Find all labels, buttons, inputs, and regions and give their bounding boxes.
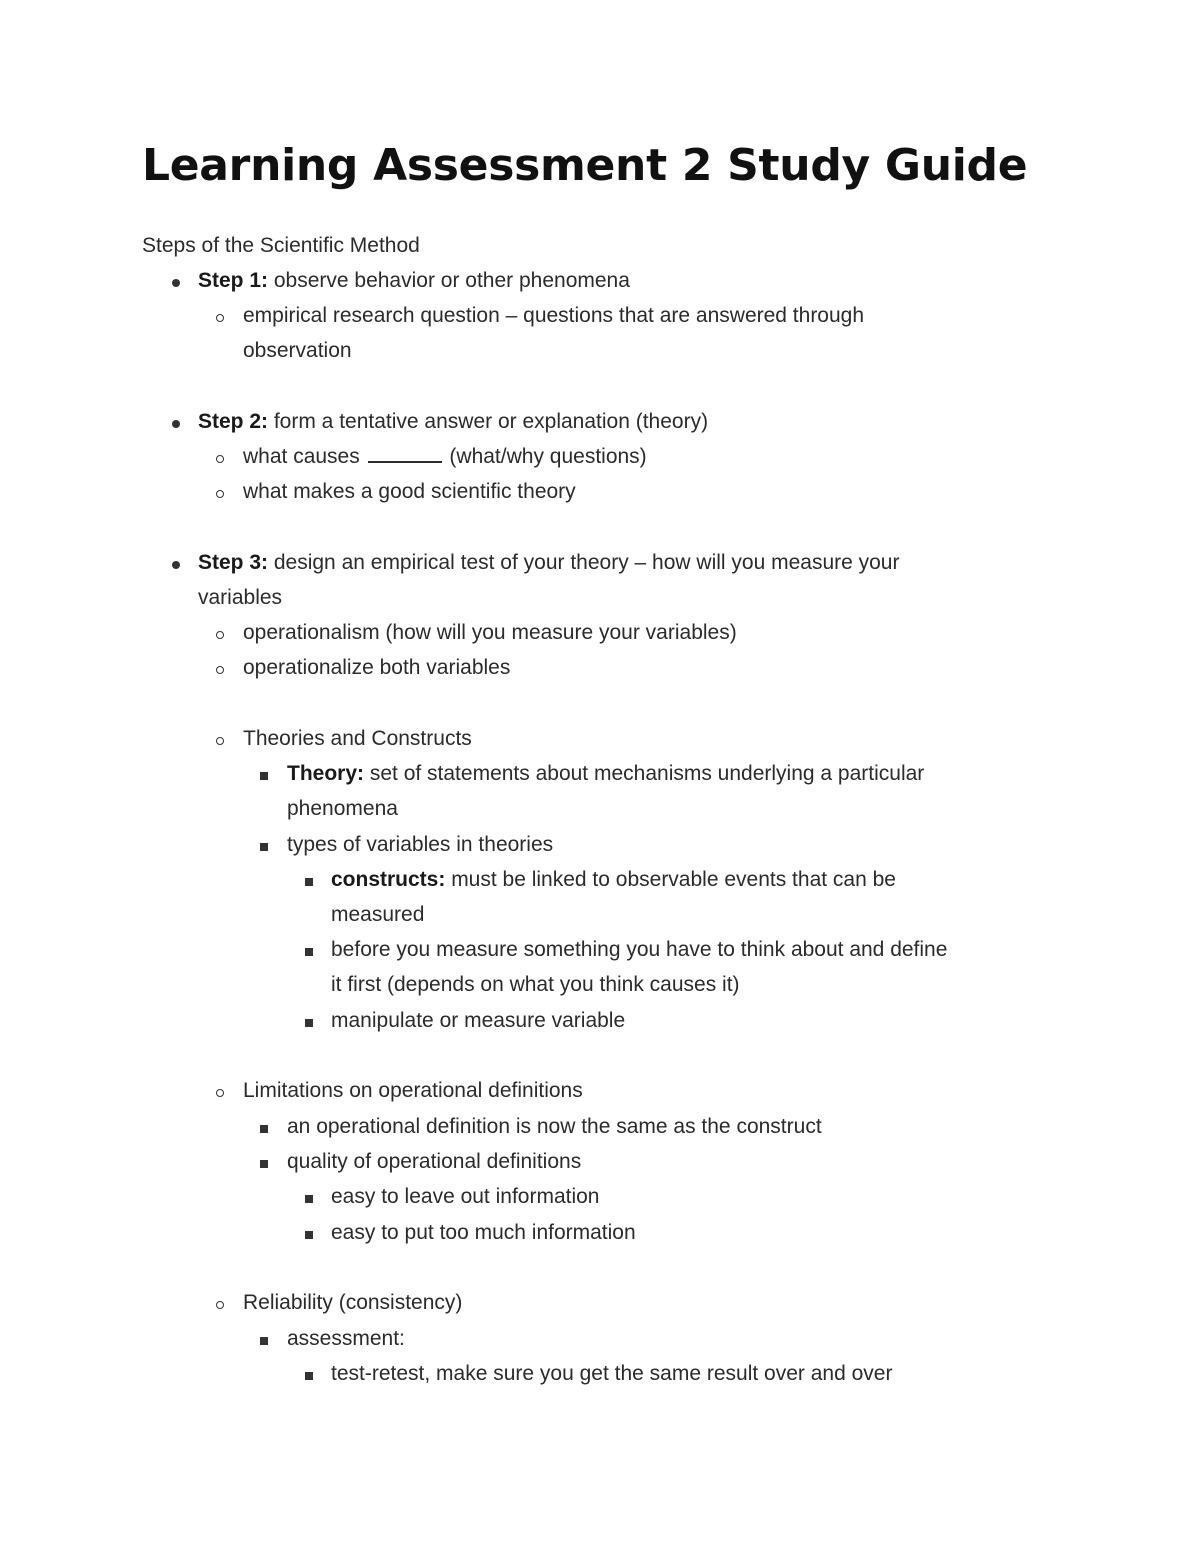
square-bullet-icon [260, 843, 268, 851]
list-item-limitations: Limitations on operational definitions [243, 1079, 583, 1102]
list-item-reliability: Reliability (consistency) [243, 1291, 463, 1314]
theory-text: set of statements about mechanisms underlying a particular [364, 762, 925, 785]
square-bullet-icon [260, 772, 268, 780]
list-item-before-measure-line-2: it first (depends on what you think causes it) [331, 973, 740, 996]
list-item-assessment: assessment: [287, 1327, 405, 1350]
what-why-text: (what/why questions) [443, 445, 647, 468]
list-item-empirical-question-line-2: observation [243, 339, 352, 362]
list-item-operationalism: operationalism (how will you measure your variables) [243, 621, 737, 644]
constructs-text: must be linked to observable events that can be [445, 868, 896, 891]
list-item-theories-constructs: Theories and Constructs [243, 727, 472, 750]
list-item-operationalize: operationalize both variables [243, 656, 511, 679]
theory-label: Theory: [287, 762, 365, 785]
list-item-step-1 [198, 266, 630, 296]
square-bullet-icon [305, 1195, 313, 1203]
list-item-test-retest: test-retest, make sure you get the same result over and over [331, 1362, 893, 1385]
square-bullet-icon [260, 1337, 268, 1345]
list-item-theory-line-1 [287, 759, 924, 789]
fill-in-blank-line [368, 461, 442, 463]
list-item-operational-definition-same: an operational definition is now the same as the construct [287, 1115, 822, 1138]
list-item-types-of-variables: types of variables in theories [287, 833, 554, 856]
list-item-empirical-question-line-1: empirical research question – questions that are answered through [243, 304, 865, 327]
constructs-label: constructs: [331, 868, 446, 891]
list-item-leave-out-info: easy to leave out information [331, 1185, 600, 1208]
list-item-step-3-line-1 [198, 548, 899, 578]
list-item-step-3-line-2: variables [198, 586, 283, 609]
disc-bullet-icon [172, 561, 180, 569]
circle-bullet-icon [216, 666, 224, 674]
circle-bullet-icon [216, 314, 224, 322]
step-3-label: Step 3: [198, 551, 269, 574]
square-bullet-icon [305, 1231, 313, 1239]
circle-bullet-icon [216, 490, 224, 498]
list-item-step-2 [198, 407, 708, 437]
list-item-theory-line-2: phenomena [287, 797, 398, 820]
step-2-label: Step 2: [198, 410, 269, 433]
list-item-constructs-line-1 [331, 865, 896, 895]
what-causes-text: what causes [243, 445, 366, 468]
list-item-good-theory: what makes a good scientific theory [243, 480, 576, 503]
square-bullet-icon [305, 1372, 313, 1380]
circle-bullet-icon [216, 1301, 224, 1309]
step-2-text: form a tentative answer or explanation (theory) [268, 410, 709, 433]
list-item-quality-definitions: quality of operational definitions [287, 1150, 582, 1173]
list-item-before-measure-line-1: before you measure something you have to think about and define [331, 938, 948, 961]
section-label: Steps of the Scientific Method [142, 234, 420, 257]
square-bullet-icon [305, 878, 313, 886]
square-bullet-icon [260, 1125, 268, 1133]
list-item-constructs-line-2: measured [331, 903, 425, 926]
circle-bullet-icon [216, 455, 224, 463]
circle-bullet-icon [216, 1089, 224, 1097]
circle-bullet-icon [216, 631, 224, 639]
step-3-text: design an empirical test of your theory – how will you measure your [268, 551, 900, 574]
circle-bullet-icon [216, 737, 224, 745]
square-bullet-icon [260, 1160, 268, 1168]
page-title: Learning Assessment 2 Study Guide [142, 140, 1028, 191]
list-item-manipulate: manipulate or measure variable [331, 1009, 626, 1032]
step-1-label: Step 1: [198, 269, 269, 292]
step-1-text: observe behavior or other phenomena [268, 269, 630, 292]
list-item-what-causes [243, 442, 647, 472]
list-item-too-much-info: easy to put too much information [331, 1221, 636, 1244]
disc-bullet-icon [172, 279, 180, 287]
square-bullet-icon [305, 948, 313, 956]
square-bullet-icon [305, 1019, 313, 1027]
disc-bullet-icon [172, 420, 180, 428]
